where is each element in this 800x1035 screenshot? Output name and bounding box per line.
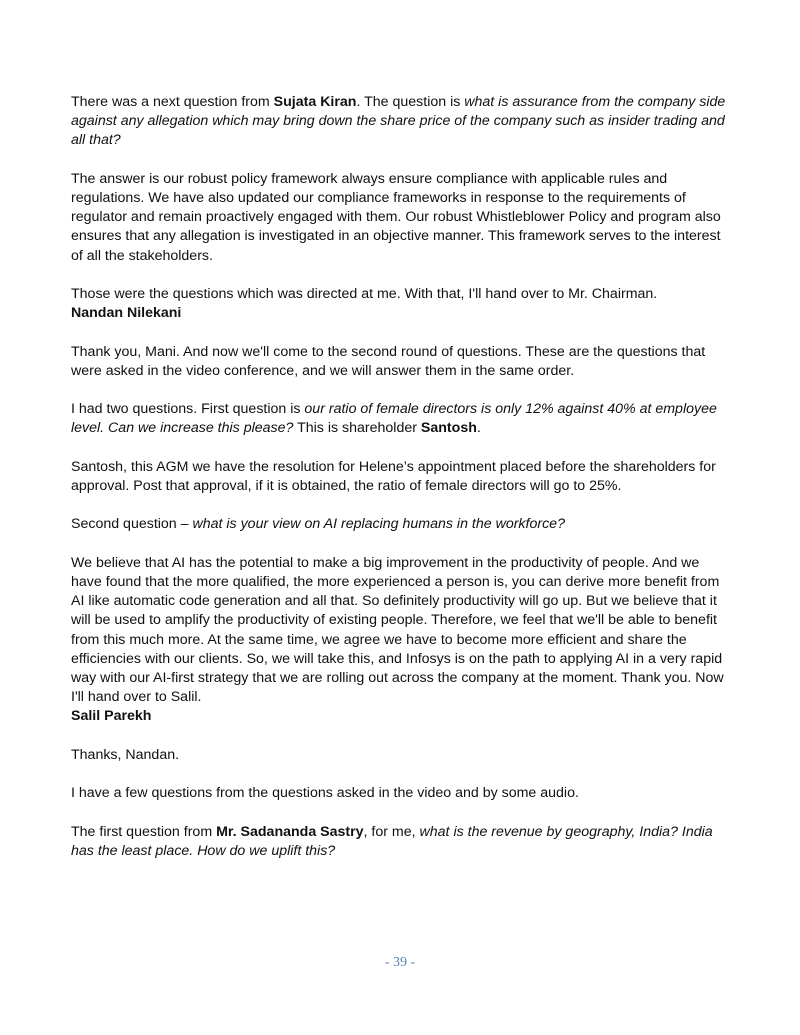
questioner-name: Mr. Sadananda Sastry <box>216 823 364 840</box>
paragraph-intro-questions: I have a few questions from the questions asked in the video and by some audio. <box>71 785 579 802</box>
question-text: what is assurance from the company side against any allegation which may bring down the share price of the company such as insider trading and all that? <box>71 94 726 149</box>
question-text: our ratio of female directors is only 12% against 40% at employee level. Can we increase this please? <box>71 401 717 437</box>
question-text: what is the revenue by geography, India? India has the least place. How do we uplift this? <box>71 823 713 859</box>
paragraph-revenue-question: The first question from Mr. Sadananda Sastry, for me, what is the revenue by geography, India? India has the least place. How do we uplift this? <box>71 823 713 859</box>
paragraph-second-round: Thank you, Mani. And now we'll come to the second round of questions. These are the questions that were asked in the video conference, and we will answer them in the same order. <box>71 343 706 379</box>
paragraph-sujata-question: There was a next question from Sujata Kiran. The question is what is assurance from the company side against any allegation which may bring down the share price of the company such as insider trading and all that? <box>71 94 726 149</box>
speaker-name: Nandan Nilekani <box>71 305 182 322</box>
paragraph-female-directors-question: I had two questions. First question is our ratio of female directors is only 12% against 40% at employee level. Can we increase this please? This is shareholder Santosh. <box>71 401 717 437</box>
paragraph-handover-chairman: Those were the questions which was directed at me. With that, I'll hand over to Mr. Chairman. <box>71 286 658 302</box>
paragraph-thanks: Thanks, Nandan. <box>71 746 180 763</box>
questioner-name: Santosh <box>420 420 477 437</box>
question-text: what is your view on AI replacing humans in the workforce? <box>192 516 565 533</box>
paragraph-ai-question: Second question – what is your view on AI replacing humans in the workforce? <box>71 516 565 533</box>
transcript-body <box>71 93 733 861</box>
questioner-name: Sujata Kiran <box>273 94 357 110</box>
paragraph-answer-policy: The answer is our robust policy framework always ensure compliance with applicable rules and regulations. We have also updated our compliance frameworks in response to the requirements of regulator and remain proactively engaged with them. Our robust Whistleblower Policy and program also ensures that any allegation is investigated in an objective manner. This framework serves to the interest of all the stakeholders. <box>71 170 721 264</box>
paragraph-ai-answer: We believe that AI has the potential to make a big improvement in the productivity of people. And we have found that the more qualified, the more experienced a person is, you can derive more benefit from AI like automatic code generation and all that. So definitely productivity will go up. But we believe that it will be used to amplify the productivity of existing people. Therefore, we feel that we'll be able to benefit from this much more. At the same time, we agree we have to become more efficient and share the efficiencies with our clients. So, we will take this, and Infosys is on the path to applying AI in a very rapid way with our AI-first strategy that we are rolling out across the company at the moment. Thank you. Now I'll hand over to Salil. <box>71 554 724 706</box>
speaker-name: Salil Parekh <box>71 708 152 725</box>
paragraph-female-directors-answer: Santosh, this AGM we have the resolution for Helene’s appointment placed before the shareholders for approval. Post that approval, if it is obtained, the ratio of female directors will go to 25%. <box>71 458 716 494</box>
page-number: - 39 - <box>384 955 416 970</box>
